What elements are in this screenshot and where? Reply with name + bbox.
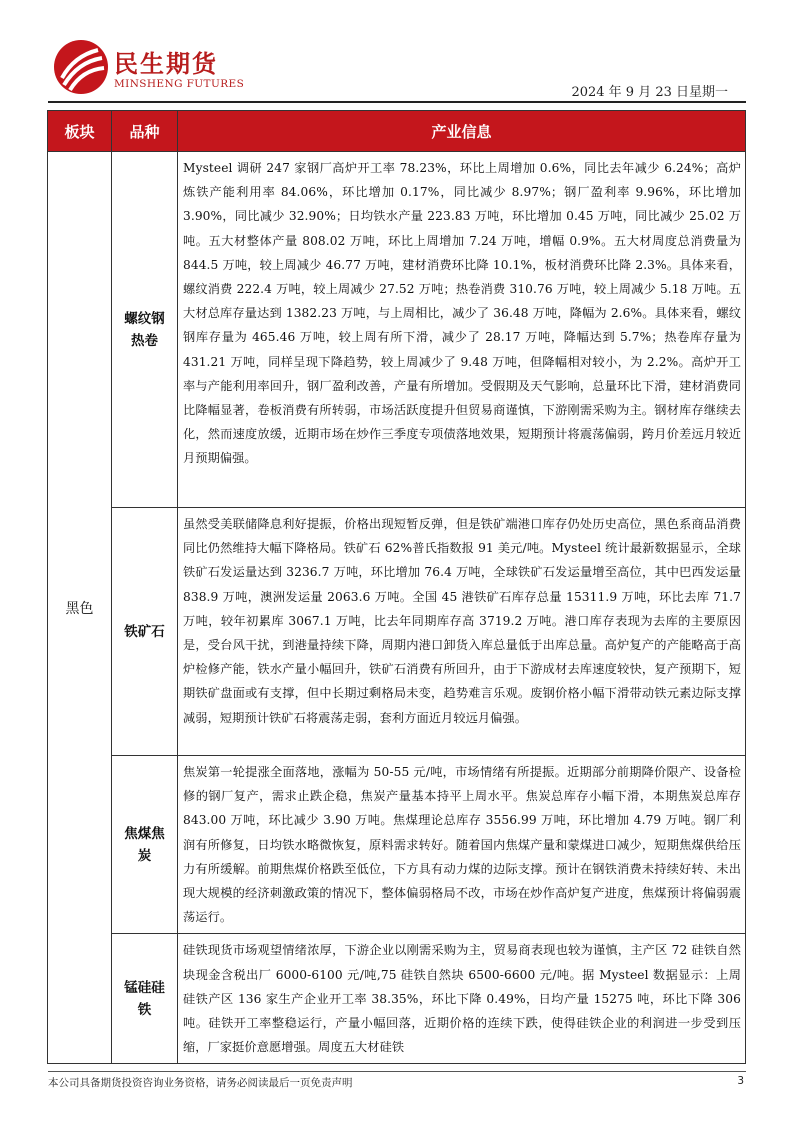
industry-info-table: [47, 110, 746, 1064]
header-divider: [48, 101, 746, 103]
table-row: [48, 152, 746, 508]
table-row: [48, 756, 746, 934]
footer-disclaimer: 本公司具备期货投资咨询业务资格，请务必阅读最后一页免责声明: [48, 1077, 353, 1089]
variety-silicomanganese-ferrosilicon: 锰硅硅铁: [112, 934, 178, 1064]
info-rebar-hrc: Mysteel 调研 247 家钢厂高炉开工率 78.23%，环比上周增加 0.6%，同比去年减少 6.24%；高炉炼铁产能利用率 84.06%，环比增加 0.17%，同比减少 8.97%；钢厂盈利率 9.96%，环比增加 3.90%，同比减少 32.90%；日均铁水产量 223.83 万吨，环比增加 0.45 万吨，同比减少 25.02 万吨。五大材整体产量 808.02 万吨，环比上周增加 7.24 万吨，增幅 0.9%。五大材周度总消费量为 844.5 万吨，较上周减少 46.77 万吨，建材消费环比降 10.1%，板材消费环比降 2.3%。具体来看，螺纹消费 222.4 万吨，较上周减少 27.52 万吨；热卷消费 310.76 万吨，较上周减少 5.18 万吨。五大材总库存量达到 1382.23 万吨，与上周相比，减少了 36.48 万吨，降幅为 2.6%。具体来看，螺纹钢库存量为 465.46 万吨，较上周有所下滑，减少了 28.17 万吨，降幅达到 5.7%；热卷库存量为 431.21 万吨，同样呈现下降趋势，较上周减少了 9.48 万吨，但降幅相对较小，为 2.2%。高炉开工率与产能利用率回升，钢厂盈利改善，产量有所增加。受假期及天气影响，总量环比下滑，建材消费同比降幅显著，卷板消费有所转弱，市场活跃度提升但贸易商谨慎，下游刚需采购为主。钢材库存继续去化，然而速度放缓，近期市场在炒作三季度专项债落地效果，短期预计将震荡偏弱，跨月价差远月较近月预期偏强。: [178, 152, 746, 508]
table-row: [48, 508, 746, 756]
header-info: 产业信息: [178, 111, 746, 152]
page-number: 3: [737, 1075, 744, 1087]
sector-cell-black: 黑色: [48, 152, 112, 1064]
info-iron-ore: 虽然受美联储降息利好提振，价格出现短暂反弹，但是铁矿端港口库存仍处历史高位，黑色系商品消费同比仍然维持大幅下降格局。铁矿石 62%普氏指数报 91 美元/吨。Mysteel 统计最新数据显示，全球铁矿石发运量达到 3236.7 万吨，环比增加 76.4 万吨，全球铁矿石发运量增至高位，其中巴西发运量 838.9 万吨，澳洲发运量 2063.6 万吨。全国 45 港铁矿石库存总量 15311.9 万吨，环比去库 71.7 万吨，较年初累库 3067.1 万吨，比去年同期库存高 3719.2 万吨。港口库存表现为去库的主要原因是，受台风干扰，到港量持续下降，周期内港口卸货入库总量低于出库总量。高炉复产的产能略高于高炉检修产能，铁水产量小幅回升，铁矿石消费有所回升，由于下游成材去库速度较快，复产预期下，短期铁矿盘面或有支撑，但中长期过剩格局未变，趋势难言乐观。废钢价格小幅下滑带动铁元素边际支撑减弱，短期预计铁矿石将震荡走弱，套利方面近月较远月偏强。: [178, 508, 746, 756]
info-coking-coal-coke: 焦炭第一轮提涨全面落地，涨幅为 50-55 元/吨，市场情绪有所提振。近期部分前期降价限产、设备检修的钢厂复产，需求止跌企稳，焦炭产量基本持平上周水平。焦炭总库存小幅下滑，本期焦炭总库存 843.00 万吨，环比减少 3.90 万吨。焦煤理论总库存 3556.99 万吨，环比增加 4.79 万吨。钢厂利润有所修复，日均铁水略微恢复，原料需求转好。随着国内焦煤产量和蒙煤进口减少，短期焦煤供给压力有所缓解。前期焦煤价格跌至低位，下方具有动力煤的边际支撑。预计在钢铁消费未持续好转、未出现大规模的经济刺激政策的情况下，整体偏弱格局不改，市场在炒作高炉复产进度，焦煤预计将偏弱震荡运行。: [178, 756, 746, 934]
variety-rebar-hrc: 螺纹钢热卷: [112, 152, 178, 508]
header-variety: 品种: [112, 111, 178, 152]
report-date: 2024 年 9 月 23 日星期一: [571, 85, 728, 100]
table-row: [48, 934, 746, 1064]
page-header: [52, 38, 742, 100]
brand-name-cn: 民生期货: [114, 50, 218, 78]
variety-coking-coal-coke: 焦煤焦炭: [112, 756, 178, 934]
brand-name-en: MINSHENG FUTURES: [114, 78, 245, 90]
info-silicomanganese-ferrosilicon: 硅铁现货市场观望情绪浓厚，下游企业以刚需采购为主，贸易商表现也较为谨慎，主产区 72 硅铁自然块现金含税出厂 6000-6100 元/吨,75 硅铁自然块 6500-6600 元/吨。据 Mysteel 数据显示：上周硅铁产区 136 家生产企业开工率 38.35%，环比下降 0.49%，日均产量 15275 吨，环比下降 306 吨。硅铁开工率整稳运行，产量小幅回落，近期价格的连续下跌，使得硅铁企业的利润进一步受到压缩，厂家挺价意愿增强。周度五大材硅铁: [178, 934, 746, 1064]
table-header-row: [48, 111, 746, 152]
variety-iron-ore: 铁矿石: [112, 508, 178, 756]
header-sector: 板块: [48, 111, 112, 152]
minsheng-logo-icon: [52, 38, 110, 96]
footer-divider: [48, 1071, 746, 1072]
